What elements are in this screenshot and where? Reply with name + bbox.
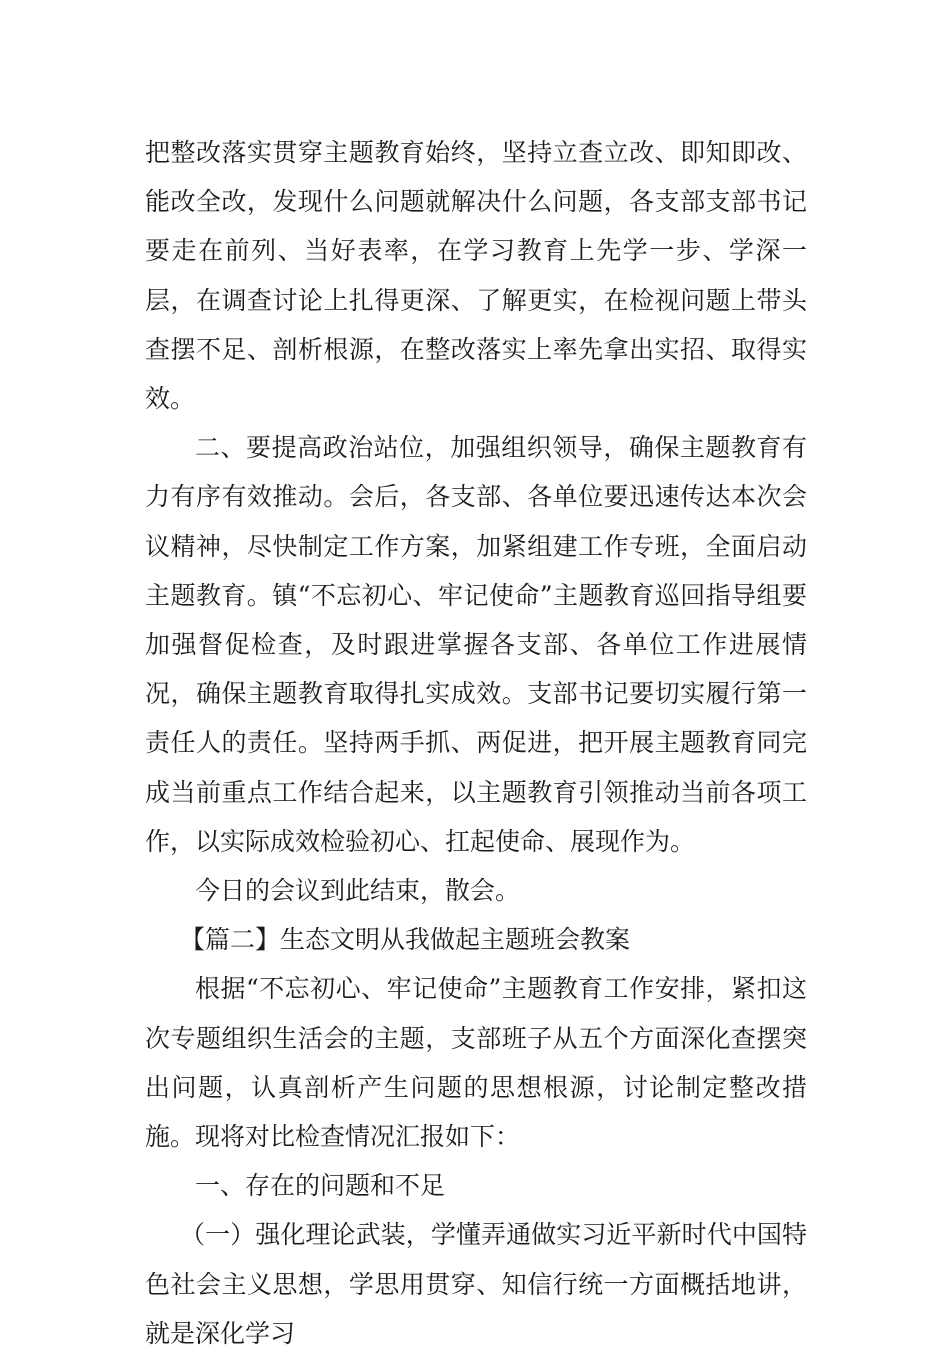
paragraph-closing: 今日的会议到此结束，散会。 bbox=[195, 876, 521, 906]
section-heading-problems: 一、存在的问题和不足 bbox=[195, 1171, 446, 1201]
paragraph-section-two: 二、要提高政治站位，加强组织领导，确保主题教育有力有序有效推动。会后，各支部、各单位要迅速传达本次会议精神，尽快制定工作方案，加紧组建工作专班，全面启动主题教育。镇“不忘初心、牢记使命”主题教育巡回指导组要加强督促检查，及时跟进掌握各支部、各单位工作进展情况，确保主题教育取得扎实成效。支部书记要切实履行第一责任人的责任。坚持两手抓、两促进，把开展主题教育同完成当前重点工作结合起来，以主题教育引领推动当前各项工作，以实际成效检验初心、扛起使命、展现作为。 bbox=[145, 433, 807, 856]
document-page bbox=[145, 128, 807, 1358]
paragraph-continuation: 把整改落实贯穿主题教育始终，坚持立查立改、即知即改、能改全改，发现什么问题就解决什么问题，各支部支部书记要走在前列、当好表率，在学习教育上先学一步、学深一层，在调查讨论上扎得更深、了解更实，在检视问题上带头查摆不足、剖析根源，在整改落实上率先拿出实招、取得实效。 bbox=[145, 138, 807, 414]
paragraph-subsection-one: （一）强化理论武装，学懂弄通做实习近平新时代中国特色社会主义思想，学思用贯穿、知信行统一方面概括地讲，就是深化学习 bbox=[145, 1220, 807, 1348]
paragraph-intro: 根据“不忘初心、牢记使命”主题教育工作安排，紧扣这次专题组织生活会的主题，支部班子从五个方面深化查摆突出问题，认真剖析产生问题的思想根源，讨论制定整改措施。现将对比检查情况汇报如下： bbox=[145, 974, 807, 1152]
part-two-heading: 【篇二】生态文明从我做起主题班会教案 bbox=[180, 925, 631, 955]
